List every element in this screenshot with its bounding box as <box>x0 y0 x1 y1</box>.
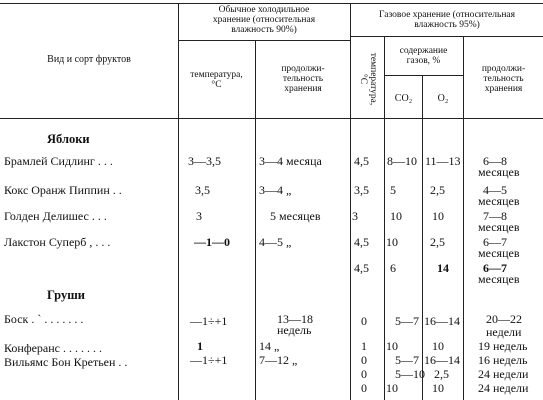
gas-duration-unit: месяцев <box>478 246 520 260</box>
cold-dur-header-3: хранения <box>284 84 322 94</box>
gas-duration: 6—8 <box>483 154 507 168</box>
co2-value: 10 <box>386 339 398 353</box>
cold-temp: 3 <box>196 209 202 223</box>
co2-value: 5 <box>390 183 396 197</box>
cold-dur-header-2: тельность <box>282 74 324 84</box>
o2-value: 16—14 <box>424 353 460 367</box>
co2-header: CO₂ <box>394 93 413 104</box>
co2-value: 5—7 <box>395 353 419 367</box>
cold-temp: 3—3,5 <box>188 154 221 168</box>
gas-dur-header-2: тельность <box>483 74 524 84</box>
o2-value: 10 <box>432 339 444 353</box>
cold-temp: 3,5 <box>195 183 210 197</box>
cold-duration: 7—12 „ <box>259 353 298 367</box>
header-bottom-rule <box>0 118 543 119</box>
vline-2 <box>255 40 256 400</box>
gas-duration-unit: недели <box>486 325 522 339</box>
gas-duration: 16 недель <box>478 353 528 367</box>
gas-duration: 19 недель <box>478 339 528 353</box>
cold-temp: —1÷+1 <box>190 353 228 367</box>
co2-value: 5—10 <box>395 367 425 381</box>
o2-value: 10 <box>432 381 444 395</box>
group-pears: Груши <box>47 288 85 302</box>
gas-temp: 0 <box>361 314 367 328</box>
cold-duration: 5 месяцев <box>270 209 321 223</box>
gas-temp-header-2: °C <box>358 73 368 85</box>
cold-header-rule <box>178 40 351 41</box>
gas-duration: 7—8 <box>483 209 507 223</box>
co2-value: 5—7 <box>395 314 419 328</box>
gas-temp: 4,5 <box>354 261 369 275</box>
gas-duration-unit: месяцев <box>478 272 520 286</box>
gas-duration: 20—22 <box>486 312 522 326</box>
cold-duration: 3—4 „ <box>259 183 292 197</box>
group-apples: Яблоки <box>47 132 90 146</box>
gas-dur-header-1: продолжи- <box>481 64 526 74</box>
o2-value: 11—13 <box>425 154 461 168</box>
row-name: Брамлей Сидлинг . . . <box>4 154 113 168</box>
gas-duration: 24 недели <box>478 381 529 395</box>
cold-duration: 4—5 „ <box>259 235 292 249</box>
gas-temp: 1 <box>361 339 367 353</box>
gas-temp: 3,5 <box>354 183 369 197</box>
cold-temp-header-1: температура, <box>190 70 243 80</box>
gas-temp: 0 <box>361 353 367 367</box>
gas-duration-unit: месяцев <box>478 165 520 179</box>
co2-value: 6 <box>390 261 396 275</box>
row-name: Кокс Оранж Пиппин . . <box>4 183 122 197</box>
o2-header: O₂ <box>437 93 449 104</box>
gas-temp: 4,5 <box>354 154 369 168</box>
gas-content-header-1: содержание <box>399 46 448 56</box>
gas-duration: 24 недели <box>478 367 529 381</box>
o2-value: 2,5 <box>430 183 445 197</box>
gas-temp: 4,5 <box>354 235 369 249</box>
gas-temp-header-1: температура, <box>368 52 378 106</box>
row-name: Конферанс . . . . . . . <box>4 341 103 355</box>
row-name: Голден Делишес . . . <box>4 209 107 223</box>
cold-temp: —1—0 <box>194 235 230 249</box>
top-rule <box>0 3 543 4</box>
co2-value: 10 <box>386 381 398 395</box>
cold-duration: 13—18 <box>277 312 313 326</box>
row-name: Боск . ` . . . . . . . <box>4 312 84 326</box>
gas-title-1: Газовое хранение (относительная <box>379 10 515 20</box>
o2-value: 2,5 <box>434 367 449 381</box>
row-name: Вильямс Бон Кретьен . . <box>4 355 128 369</box>
gas-temp: 0 <box>361 381 367 395</box>
o2-value: 16—14 <box>424 314 460 328</box>
row-name: Лакстон Суперб , . . . <box>4 235 111 249</box>
gas-header-rule <box>351 36 543 37</box>
gas-title-2: влажность 95%) <box>414 20 480 30</box>
o2-value: 14 <box>437 261 449 275</box>
gas-content-rule <box>384 75 463 76</box>
gas-duration-unit: месяцев <box>478 194 520 208</box>
gas-content-header-2: газов, % <box>406 56 441 66</box>
vline-5 <box>422 75 423 400</box>
cold-title-1: Обычное холодильное <box>218 5 310 15</box>
vline-1 <box>178 3 179 400</box>
co2-value: 10 <box>386 235 398 249</box>
gas-temp: 3 <box>352 209 358 223</box>
gas-duration-unit: месяцев <box>478 220 520 234</box>
cold-title-2: хранение (относительная <box>212 15 316 25</box>
cold-temp-header-2: °C <box>211 80 222 90</box>
cold-temp: 1 <box>197 339 203 353</box>
o2-value: 10 <box>432 209 444 223</box>
gas-temp-header <box>356 39 378 119</box>
gas-dur-header-3: хранения <box>484 84 523 94</box>
cold-duration: 14 „ <box>259 339 280 353</box>
gas-duration: 6—7 <box>483 235 507 249</box>
gas-duration: 6—7 <box>483 261 507 275</box>
cold-duration-unit: недель <box>277 323 312 337</box>
gas-temp: 0 <box>361 367 367 381</box>
gas-duration: 4—5 <box>483 183 507 197</box>
vline-3 <box>350 3 351 400</box>
co2-value: 8—10 <box>387 154 417 168</box>
vline-4 <box>384 36 385 400</box>
variety-header: Вид и сорт фруктов <box>47 54 131 65</box>
o2-value: 2,5 <box>430 235 445 249</box>
cold-temp: —1÷+1 <box>190 314 228 328</box>
cold-dur-header-1: продолжи- <box>281 64 325 74</box>
cold-duration: 3—4 месяца <box>259 154 322 168</box>
cold-title-3: влажность 90%) <box>231 25 297 35</box>
co2-value: 10 <box>390 209 402 223</box>
